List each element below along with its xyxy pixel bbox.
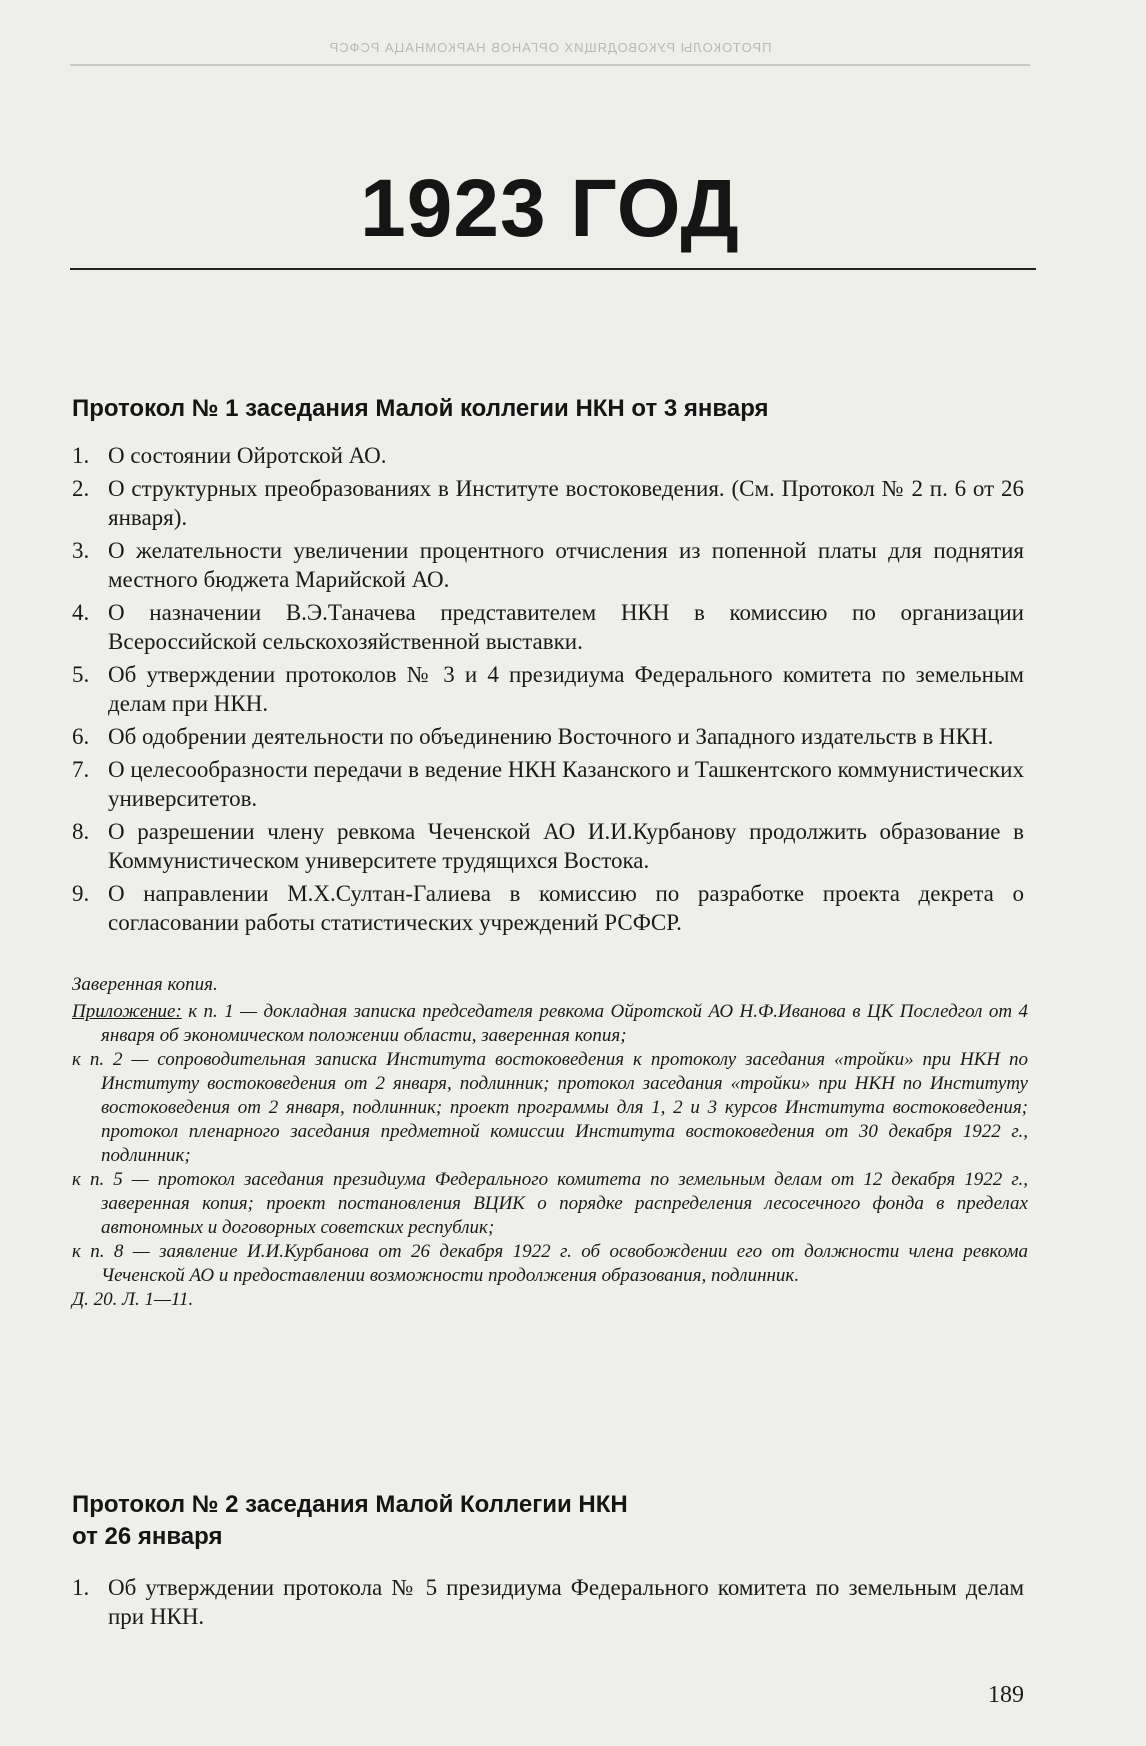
agenda-item-text: О направлении М.Х.Султан-Галиева в комиссию по разработке проекта декрета о согласовании работы статистических учреждений РСФСР.: [108, 881, 1024, 935]
agenda-item-number: 1.: [72, 1575, 90, 1600]
agenda-item-number: 2.: [72, 476, 90, 501]
archival-notes: [72, 973, 1028, 1312]
agenda-item-text: Об одобрении деятельности по объединению Восточного и Западного издательств в НКН.: [108, 724, 994, 749]
agenda-item-text: О желательности увеличении процентного отчисления из попенной платы для поднятия местного бюджета Марийской АО.: [108, 538, 1024, 592]
page-number: 189: [988, 1682, 1024, 1708]
archive-reference: Д. 20. Л. 1—11.: [72, 1289, 194, 1310]
appendix-entry: к п. 2 — сопроводительная записка Института востоковедения к протоколу заседания «тройки» при НКН по Институту востоковедения от 2 января, подлинник; протокол заседания «тройки» при НКН по Институту востоковедения от 2 января, подлинник; проект программы для 1, 2 и 3 курсов Института востоковедения; протокол пленарного заседания предметной комиссии Института востоковедения от 30 декабря 1922 г., подлинник;: [72, 1049, 1028, 1166]
certified-copy-note: Заверенная копия.: [72, 974, 218, 995]
running-header: ПРОТОКОЛЫ РУКОВОДЯЩИХ ОРГАНОВ НАРКОМНАЦА РСФСР: [328, 40, 772, 55]
agenda-item-number: 9.: [72, 881, 90, 906]
agenda-item: [72, 1573, 1024, 1631]
agenda-item-number: 3.: [72, 538, 90, 563]
agenda-item-number: 7.: [72, 757, 90, 782]
agenda-item-text: О разрешении члену ревкома Чеченской АО И.И.Курбанову продолжить образование в Коммунистическом университете трудящихся Востока.: [108, 819, 1024, 873]
year-title: 1923 ГОД: [360, 163, 740, 254]
agenda-item: [72, 879, 1024, 937]
agenda-item: [72, 598, 1024, 656]
agenda-item: [72, 660, 1024, 718]
agenda-item-text: О назначении В.Э.Таначева представителем НКН в комиссию по организации Всероссийской сельскохозяйственной выставки.: [108, 600, 1024, 654]
protocol-2-title-line: от 26 января: [72, 1523, 223, 1550]
agenda-item: [72, 722, 1024, 751]
appendix-label: Приложение:: [72, 1001, 182, 1022]
appendix-entry: к п. 8 — заявление И.И.Курбанова от 26 декабря 1922 г. об освобождении его от должности члена ревкома Чеченской АО и предоставлении возможности продолжения образования, подлинник.: [72, 1241, 1028, 1286]
protocol-1-agenda: [72, 441, 1024, 941]
protocol-2-title-line: Протокол № 2 заседания Малой Коллегии НКН: [72, 1491, 628, 1518]
year-rule: [70, 268, 1036, 270]
protocol-2-agenda: [72, 1573, 1024, 1635]
agenda-item: [72, 536, 1024, 594]
agenda-item-text: Об утверждении протоколов № 3 и 4 президиума Федерального комитета по земельным делам при НКН.: [108, 662, 1024, 716]
appendix-entry-text: к п. 1 — докладная записка председателя ревкома Ойротской АО Н.Ф.Иванова в ЦК Последгол от 4 января об экономическом положении области, заверенная копия;: [101, 1001, 1029, 1046]
agenda-item-text: О структурных преобразованиях в Институте востоковедения. (См. Протокол № 2 п. 6 от 26 января).: [108, 476, 1024, 530]
appendix-entry: [72, 1000, 1028, 1048]
agenda-item: [72, 474, 1024, 532]
agenda-item-text: О целесообразности передачи в ведение НКН Казанского и Ташкентского коммунистических университетов.: [108, 757, 1024, 811]
agenda-item-number: 5.: [72, 662, 90, 687]
appendix-entry: к п. 5 — протокол заседания президиума Федерального комитета по земельным делам от 12 декабря 1922 г., заверенная копия; проект постановления ВЦИК о порядке распределения лесосечного фонда в пределах автономных и договорных советских республик;: [72, 1169, 1028, 1238]
agenda-item-number: 8.: [72, 819, 90, 844]
agenda-item-number: 1.: [72, 443, 90, 468]
agenda-item-number: 4.: [72, 600, 90, 625]
header-rule: [70, 64, 1030, 66]
agenda-item-number: 6.: [72, 724, 90, 749]
agenda-item-text: О состоянии Ойротской АО.: [108, 443, 387, 468]
protocol-2-title: [72, 1489, 1032, 1553]
agenda-item-text: Об утверждении протокола № 5 президиума Федерального комитета по земельным делам при НКН.: [108, 1575, 1024, 1629]
agenda-item: [72, 441, 1024, 470]
agenda-item: [72, 817, 1024, 875]
agenda-item: [72, 755, 1024, 813]
protocol-1-title: Протокол № 1 заседания Малой коллегии НКН от 3 января: [72, 395, 769, 422]
